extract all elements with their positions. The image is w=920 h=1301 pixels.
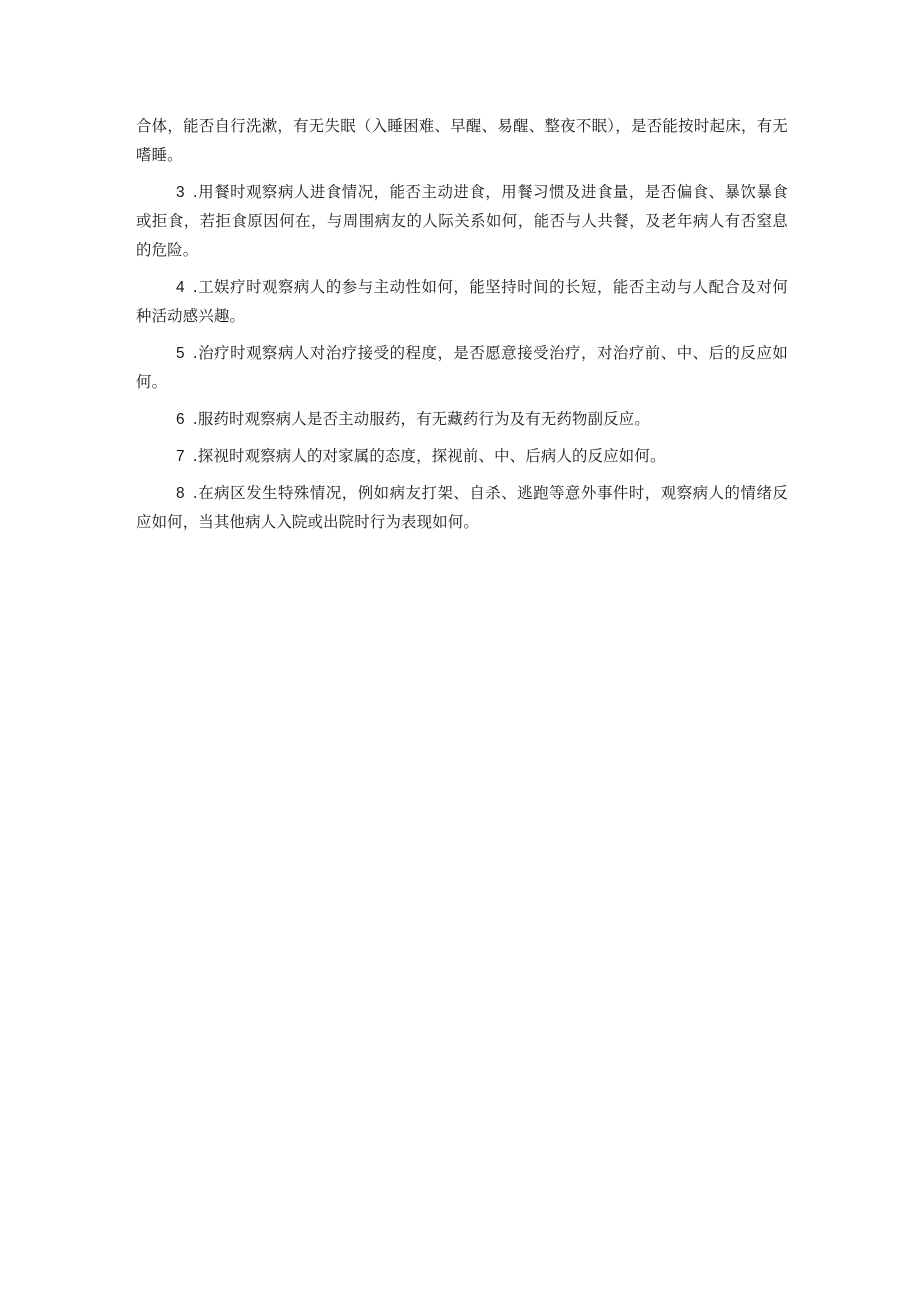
item-number: 5	[176, 345, 185, 362]
paragraph-item-4	[136, 273, 788, 331]
paragraph-item-6	[136, 405, 788, 434]
item-number: 6	[176, 411, 185, 428]
paragraph-text: .用餐时观察病人进食情况，能否主动进食，用餐习惯及进食量，是否偏食、暴饮暴食或拒食，若拒食原因何在，与周围病友的人际关系如何，能否与人共餐，及老年病人有否窒息的危险。	[136, 183, 788, 259]
paragraph-item-7	[136, 442, 788, 471]
document-page	[136, 112, 788, 545]
paragraph-text: .工娱疗时观察病人的参与主动性如何，能坚持时间的长短，能否主动与人配合及对何种活动感兴趣。	[136, 278, 788, 325]
item-number: 3	[176, 184, 185, 201]
item-number: 8	[176, 485, 185, 502]
paragraph-text: .探视时观察病人的对家属的态度，探视前、中、后病人的反应如何。	[192, 447, 666, 465]
paragraph-text: .服药时观察病人是否主动服药，有无藏药行为及有无药物副反应。	[192, 410, 650, 428]
paragraph-text: .治疗时观察病人对治疗接受的程度，是否愿意接受治疗，对治疗前、中、后的反应如何。	[136, 344, 788, 391]
paragraph-continuation	[136, 112, 788, 170]
paragraph-item-8	[136, 479, 788, 537]
paragraph-item-3	[136, 178, 788, 265]
item-number: 7	[176, 448, 185, 465]
paragraph-text: 合体，能否自行洗漱，有无失眠（入睡困难、早醒、易醒、整夜不眠），是否能按时起床，有无嗜睡。	[136, 117, 788, 164]
paragraph-text: .在病区发生特殊情况，例如病友打架、自杀、逃跑等意外事件时，观察病人的情绪反应如何，当其他病人入院或出院时行为表现如何。	[136, 484, 788, 531]
item-number: 4	[176, 279, 185, 296]
paragraph-item-5	[136, 339, 788, 397]
